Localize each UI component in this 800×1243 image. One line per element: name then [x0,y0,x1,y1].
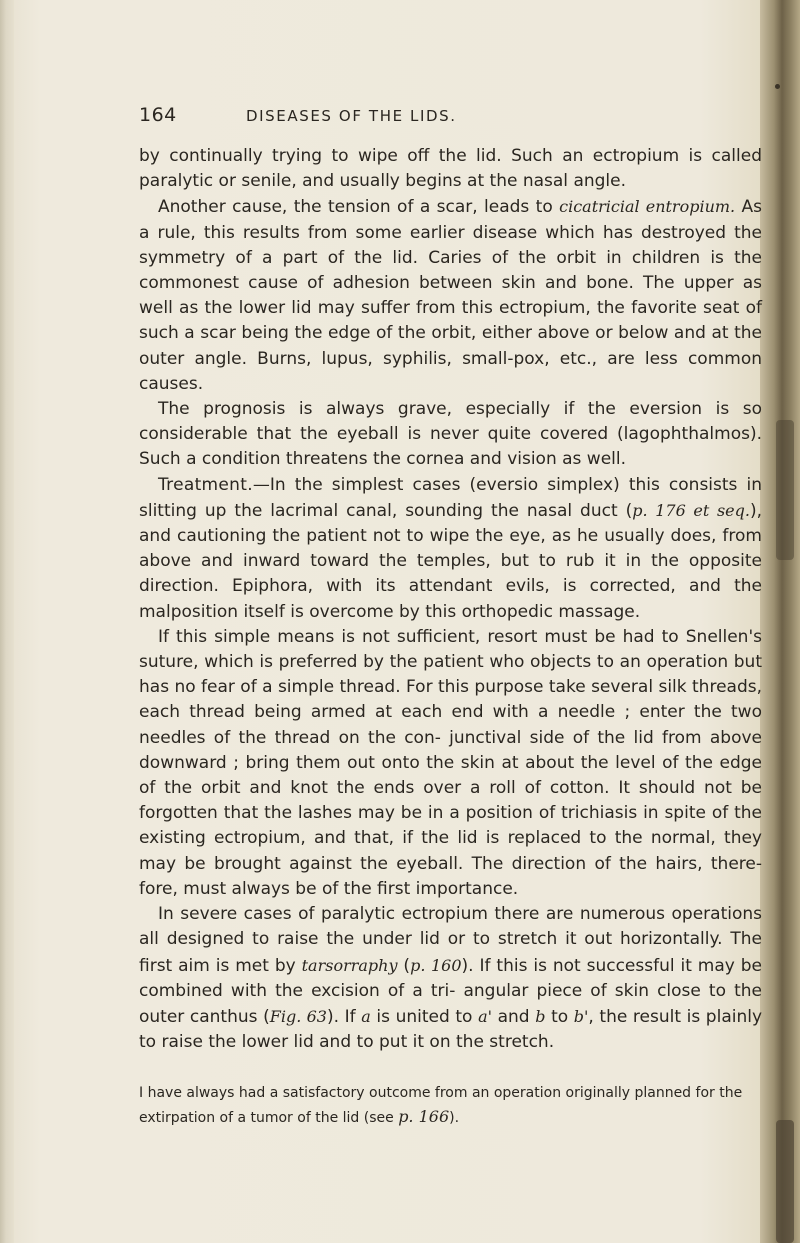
paragraph [139,473,762,625]
text-run: ). [449,1110,460,1126]
paragraph [139,194,762,397]
text-run: ). If [326,1006,362,1027]
italic-text: b [535,1006,546,1026]
page-fore-edge [760,0,800,1243]
text-run: As a rule, this results from some earlier disease which has destroyed the symmetry of a part of the lid. Caries of the orbit in children is the commonest cause of adhesion between skin and bone. The upper as well as the lower lid may suffer from this ectropium, the favorite seat of such a scar being the edge of the orbit, either above or below and at the outer angle. Burns, lupus, syphilis, small-pox, etc., are less common causes. [139,197,762,394]
italic-text: p. 166 [398,1107,450,1126]
text-run: is united to [370,1006,479,1027]
paragraph [139,397,762,473]
italic-text: a' [478,1006,492,1026]
footnote [139,1082,779,1130]
paragraph [139,902,762,1055]
text-run: If this simple means is not sufficient, resort must be had to Snellen's suture, which is preferred by the patient who objects to an operation but has no fear of a simple thread. For this purpose take several silk threads, each thread being armed at each end with a needle ; enter the two needles of the thread on the con- junctival side of the lid from above downward ; bring them out onto the skin at about the level of the edge of the orbit and knot the ends over a roll of cotton. It should not be forgotten that the lashes may be in a position of trichiasis in spite of the existing ectropium, and that, if the lid is replaced to the normal, they may be brought against the eyeball. The direction of the hairs, there- fore, must always be of the first importance. [139,626,762,899]
text-run: Another cause, the tension of a scar, leads to [158,197,560,218]
text-run: —In the simplest cases (eversio simplex) this consists in slitting up the lacrimal canal, sounding the nasal duct ( [139,474,762,521]
text-run: , the result is plainly to raise the lower lid and to put it on the stretch. [139,1006,763,1053]
paragraph [139,144,762,194]
italic-text: cicatricial entropium. [559,197,736,217]
italic-text: b' [573,1006,589,1026]
text-run: ), and cautioning the patient not to wipe the eye, as he usually does, from above and inward toward the temples, but to rub it in the opposite direction. Epiphora, with its attendant evils, is corrected, and the malposition itself is overcome by this orthopedic massage. [139,500,762,622]
italic-text: a [361,1006,371,1026]
text-run: ( [397,955,411,976]
body-text [139,144,762,1055]
paragraph [139,625,762,902]
running-header [0,104,760,134]
page-gutter [0,0,14,1243]
section-heading-text: Treatment. [158,474,253,495]
text-run: In severe cases of paralytic ectropium there are numerous operations all designed to raise the under lid or to stretch it out horizontally. The first aim is met by [139,904,762,976]
italic-text: tarsorraphy [301,955,398,975]
ink-speck [775,84,780,89]
italic-text: p. 160 [410,955,462,975]
text-run: The prognosis is always grave, especially if the eversion is so considerable that the eyeball is never quite covered (lagophthalmos). Such a condition threatens the cornea and vision as well. [139,399,762,470]
text-run: ). If this is not successful it may be combined with the excision of a tri- angular piece of skin close to the outer canthus ( [139,955,763,1027]
text-run: by continually trying to wipe off the lid. Such an ectropium is called paralytic or senile, and usually begins at the nasal angle. [139,146,762,192]
fore-edge-shadow [776,420,794,560]
text-run: I have always had a satisfactory outcome from an operation originally planned for the extirpation of a tumor of the lid (see [139,1085,743,1126]
text-run: to [545,1006,574,1027]
italic-text: Fig. 63 [269,1006,327,1026]
text-run: and [492,1006,536,1027]
running-head-title: DISEASES OF THE LIDS. [246,107,457,125]
fore-edge-shadow-bottom [776,1120,794,1243]
italic-text: p. 176 et seq. [632,500,750,520]
page-number: 164 [139,104,177,126]
